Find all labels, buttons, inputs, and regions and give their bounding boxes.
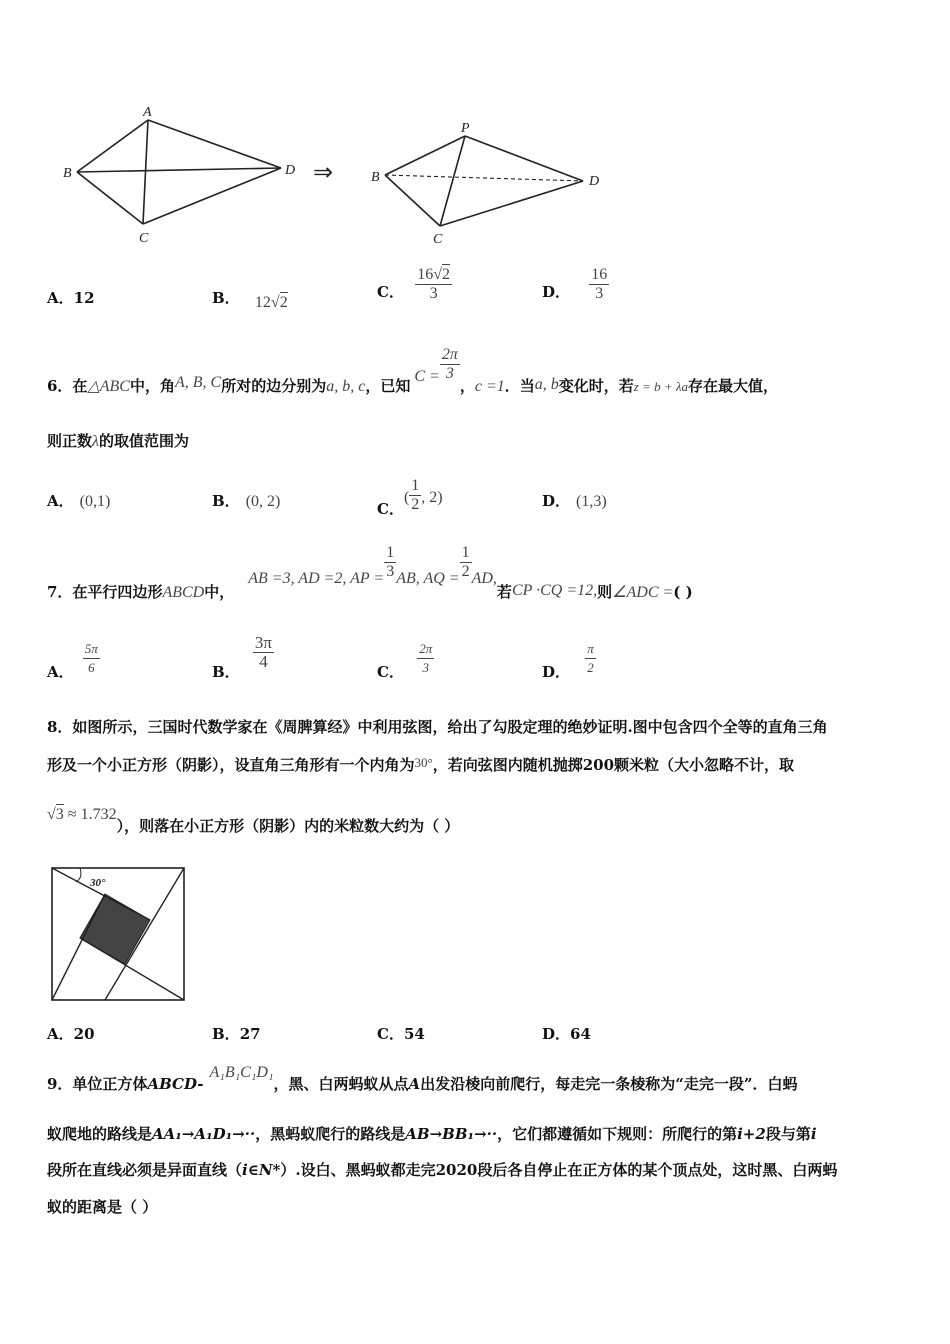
option-num: 5π xyxy=(83,640,100,659)
q6-option-c[interactable] xyxy=(377,477,443,518)
tetrahedron-folding-figure xyxy=(55,98,615,248)
option-post: , 2) xyxy=(421,488,443,506)
q7-cond2: AB, AQ = xyxy=(396,569,460,587)
option-letter: A． xyxy=(47,492,74,510)
label-p: P xyxy=(461,121,470,136)
option-letter: A． xyxy=(47,289,74,307)
q6-c-value: c =1 xyxy=(474,377,505,395)
q8-approx: ≈ 1.732 xyxy=(67,806,117,823)
q8-text: ），则落在小正方形（阴影）内的米粒数大约为（ ） xyxy=(116,817,460,835)
option-letter: D． xyxy=(542,492,571,510)
option-value: (0, 2) xyxy=(245,493,281,510)
option-letter: B． xyxy=(212,492,240,510)
label-d2: D xyxy=(589,174,600,189)
option-num: π xyxy=(585,640,596,659)
q7-text: 则 xyxy=(597,582,613,601)
option-letter: C． xyxy=(377,499,404,518)
q6-text: 变化时，若 xyxy=(558,376,634,395)
q8-option-d[interactable] xyxy=(542,1023,591,1044)
option-value: 64 xyxy=(570,1025,591,1043)
option-letter: C． xyxy=(377,282,404,301)
q9-point-a: A xyxy=(408,1075,421,1093)
label-b2: B xyxy=(371,170,380,185)
q7-option-c[interactable] xyxy=(377,640,434,681)
q6-text: ．当 xyxy=(504,376,535,395)
q7-text: 中， xyxy=(204,582,235,601)
option-den: 3 xyxy=(595,285,604,302)
q8-text: ，若向弦图内随机抛掷200颗米粒（大小忽略不计，取 xyxy=(432,756,795,774)
option-letter: C． xyxy=(377,1025,404,1043)
option-letter: D． xyxy=(542,662,571,681)
q6-angles: A, B, C xyxy=(174,373,222,391)
label-b: B xyxy=(63,166,72,181)
q6-c-eq: C = xyxy=(414,367,440,385)
q8-option-a[interactable] xyxy=(47,1023,95,1044)
q6-text: 中，角 xyxy=(129,376,175,395)
option-num: 1 xyxy=(411,477,420,494)
q8-sqrt: 3 xyxy=(55,806,64,823)
q6-text: 6．在 xyxy=(47,376,88,395)
q7-text: 7．在平行四边形 xyxy=(47,582,163,601)
q5-option-b[interactable]: B． 12√2 xyxy=(212,289,288,311)
q5-option-a[interactable] xyxy=(47,287,95,308)
q7-abcd: ABCD xyxy=(162,583,205,601)
q7-f2-num: 1 xyxy=(461,544,470,561)
option-value: (0,1) xyxy=(79,493,111,510)
option-den: 3 xyxy=(429,285,438,302)
q7-cond3: AD, xyxy=(471,569,497,587)
q9-white-path: AA₁→A₁D₁→·· xyxy=(152,1125,256,1143)
q6-option-d[interactable] xyxy=(542,490,607,511)
option-den: 2 xyxy=(587,660,594,675)
q9-text: 段与第 xyxy=(765,1125,811,1143)
option-letter: B． xyxy=(212,1025,240,1043)
q6-text: 存在最大值， xyxy=(688,376,779,395)
label-d: D xyxy=(285,163,296,178)
q7-cond4: CP ·CQ =12, xyxy=(511,581,598,599)
q9-line4: 蚁的距离是（ ） xyxy=(47,1198,158,1216)
label-c2: C xyxy=(433,232,443,247)
option-value: 20 xyxy=(73,1025,95,1043)
q8-line1: 8．如图所示，三国时代数学家在《周脾算经》中利用弦图，给出了勾股定理的绝妙证明.图中包含四个全等的直角三角 xyxy=(47,718,828,736)
tetrahedron-pbcd xyxy=(385,136,583,226)
q7-f1-den: 3 xyxy=(386,563,395,580)
q6-ab: a, b xyxy=(534,375,559,393)
q7-cond1: AB =3, AD =2, AP = xyxy=(248,569,385,587)
q8-line3: √3 ≈ 1.732），则落在小正方形（阴影）内的米粒数大约为（ ） xyxy=(47,806,460,835)
option-letter: A． xyxy=(47,1025,74,1043)
q9-i2: i+2 xyxy=(737,1125,766,1143)
option-den: 4 xyxy=(259,652,268,671)
q6-text: ，已知 xyxy=(365,376,411,395)
option-value: 54 xyxy=(403,1025,425,1043)
option-root: 2 xyxy=(441,266,450,283)
option-value: 27 xyxy=(239,1025,261,1043)
q8-text: 形及一个小正方形（阴影），设直角三角形有一个内角为 xyxy=(47,756,415,774)
q6-c-den: 3 xyxy=(445,365,454,382)
q7-option-b[interactable] xyxy=(212,633,274,681)
option-letter: B． xyxy=(212,289,240,307)
option-num: 2π xyxy=(417,640,434,659)
diagram-angle-label: 30° xyxy=(90,877,106,889)
option-value: 12 xyxy=(254,294,271,311)
zhao-shuang-string-diagram xyxy=(50,866,186,1002)
q7-f1-num: 1 xyxy=(386,544,395,561)
label-a: A xyxy=(143,105,152,120)
q9-text: ，黑、白两蚂蚁从点 xyxy=(273,1075,409,1093)
q7-f2-den: 2 xyxy=(461,563,470,580)
fold-arrow-icon: ⇒ xyxy=(313,160,334,186)
q8-angle: 30° xyxy=(414,755,433,770)
q6-z-expr: z = b + λa xyxy=(633,378,689,394)
q5-option-d[interactable] xyxy=(542,266,609,303)
option-letter: A． xyxy=(47,662,74,681)
option-letter: D． xyxy=(542,282,571,301)
q6-lambda: λ xyxy=(92,433,99,450)
q9-text: 蚁爬地的路线是 xyxy=(47,1125,153,1143)
q9-text: 9．单位正方体 xyxy=(47,1075,148,1093)
q9-in-n: i∈N* xyxy=(242,1161,281,1179)
option-den: 6 xyxy=(88,660,95,675)
q6-option-b[interactable] xyxy=(212,490,280,511)
q9-text: 出发沿棱向前爬行，每走完一条棱称为“走完一段”．白蚂 xyxy=(420,1075,798,1093)
q9-i: i xyxy=(810,1125,817,1143)
q5-option-c[interactable]: C． $\frac{16√2}{3}$ xyxy=(377,266,450,302)
label-c: C xyxy=(139,231,149,246)
q7-option-d[interactable] xyxy=(542,640,596,681)
q7-angle: ∠ADC = xyxy=(612,583,674,601)
option-value: (1,3) xyxy=(576,493,607,510)
option-num: 16 xyxy=(591,266,608,283)
q6-text: ， xyxy=(459,376,475,395)
q9-text: ，黑蚂蚁爬行的路线是 xyxy=(255,1125,406,1143)
q6-line2 xyxy=(47,431,189,452)
q6-text: 所对的边分别为 xyxy=(221,376,327,395)
q7-line xyxy=(47,544,693,601)
option-den: 2 xyxy=(411,496,420,513)
rhombus-abcd xyxy=(77,120,281,224)
q6-triangle: △ABC xyxy=(87,377,130,395)
q7-text: ( ) xyxy=(673,582,693,601)
q6-c-num: 2π xyxy=(441,346,458,363)
option-letter: D． xyxy=(542,1025,571,1043)
q7-text: 若 xyxy=(496,582,512,601)
q9-abcd: ABCD- xyxy=(147,1075,204,1093)
option-den: 3 xyxy=(422,660,429,675)
option-num: 3π xyxy=(254,633,273,652)
q6-text: 的取值范围为 xyxy=(98,432,189,450)
q9-black-path: AB→BB₁→·· xyxy=(405,1125,498,1143)
option-root: 2 xyxy=(279,294,288,311)
q7-option-a[interactable] xyxy=(47,640,100,681)
q9-text: ，它们都遵循如下规则：所爬行的第 xyxy=(497,1125,738,1143)
q6-option-a[interactable] xyxy=(47,490,110,511)
option-letter: B． xyxy=(212,662,240,681)
q8-option-c[interactable] xyxy=(377,1023,425,1044)
option-letter: C． xyxy=(377,662,404,681)
q6-text: 则正数 xyxy=(47,432,93,450)
q6-line1 xyxy=(47,346,779,395)
q6-sides: a, b, c xyxy=(326,377,366,395)
q9-line3 xyxy=(47,1160,837,1180)
option-pre: ( xyxy=(403,488,410,506)
q8-option-b[interactable] xyxy=(212,1023,261,1044)
q9-line2 xyxy=(47,1124,817,1144)
q9-text: ）.设白、黑蚂蚁都走完2020段后各自停止在正方体的某个顶点处，这时黑、白两蚂 xyxy=(280,1161,838,1179)
q8-line2 xyxy=(47,755,794,776)
option-num: 16 xyxy=(417,266,434,283)
q9-a1b1c1d1: A₁B₁C₁D₁ xyxy=(209,1064,274,1081)
option-value: 12 xyxy=(73,289,95,307)
q9-text: 段所在直线必须是异面直线（ xyxy=(47,1161,243,1179)
q9-line1 xyxy=(47,1062,798,1093)
